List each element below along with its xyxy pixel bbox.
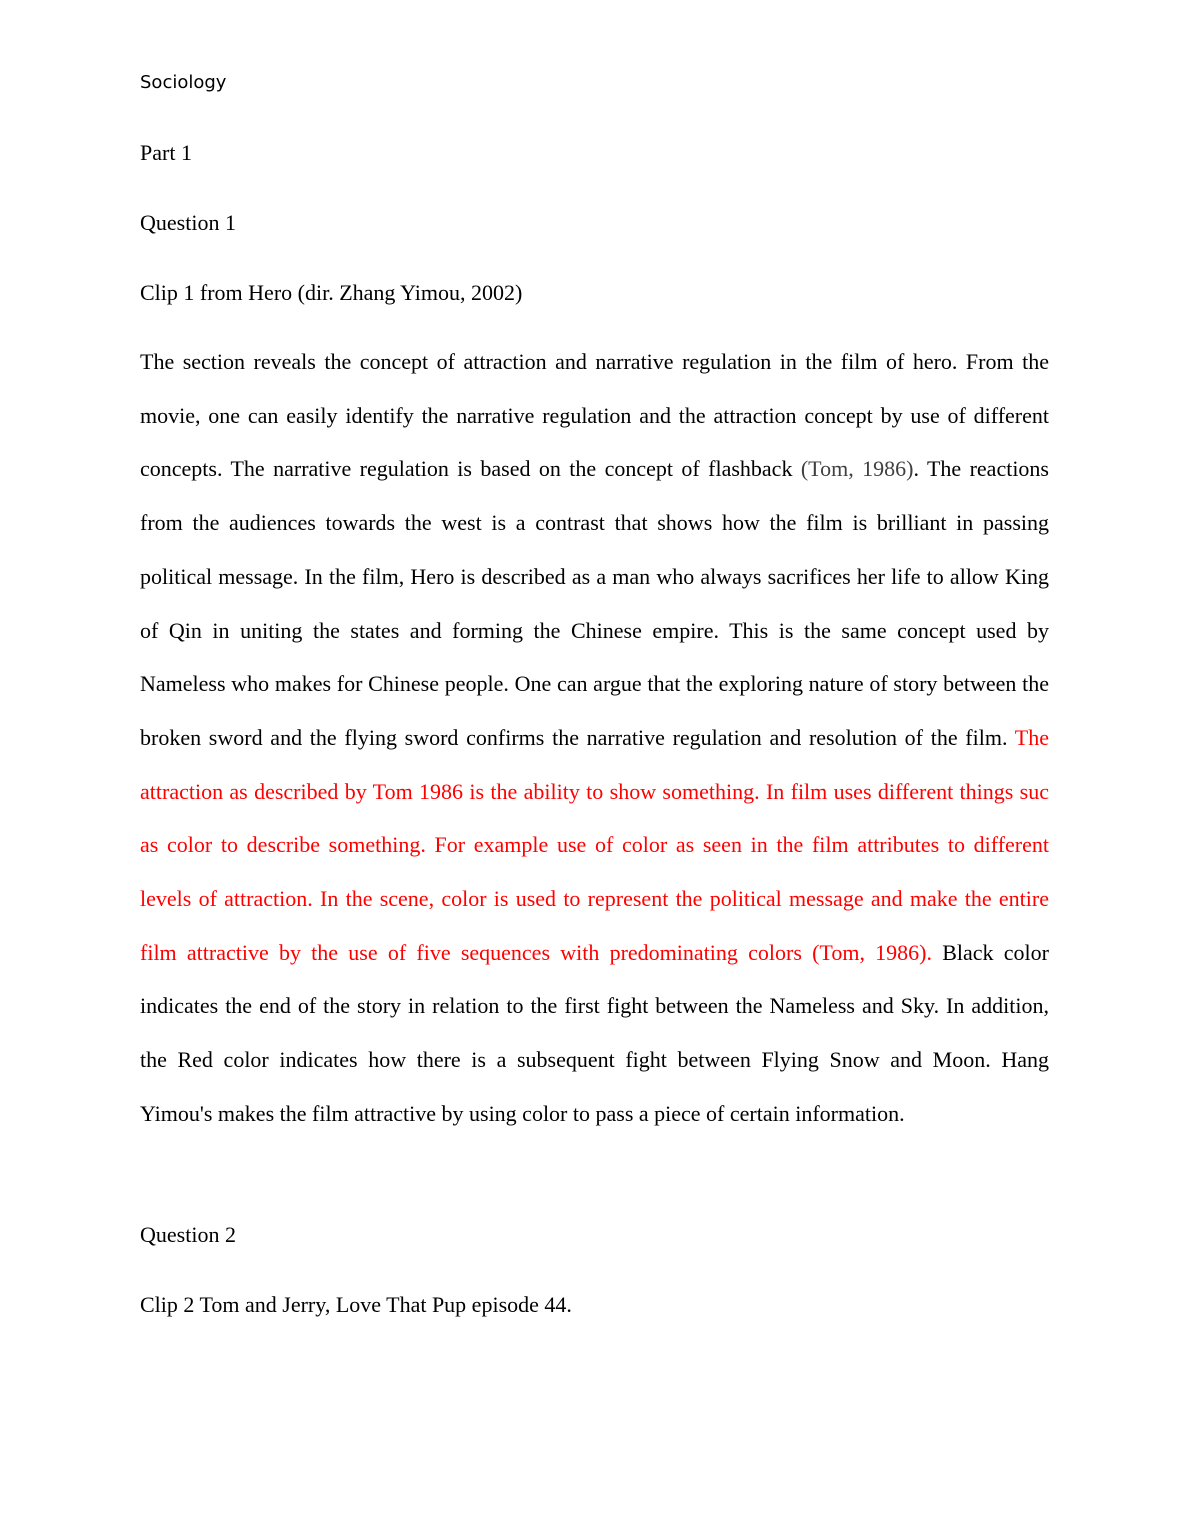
highlighted-red-text: The attraction as described by Tom 1986 is the ability to show something. In film uses different things suc as color to describe something. For example use of color as seen in the film attributes to different levels of attraction. In the scene, color is used to represent the political message and make the entire film attractive by the use of five sequences with predominating colors (Tom, 1986). xyxy=(140,724,1049,965)
paragraph-text-segment: Black color indicates the end of the story in relation to the first fight between the Nameless and Sky. In addition, the Red color indicates how there is a subsequent fight between Flying Snow and Moon. Hang Yimou's makes the film attractive by using color to pass a piece of certain information. xyxy=(140,939,1049,1126)
clip-2-title: Clip 2 Tom and Jerry, Love That Pup episode 44. xyxy=(140,1292,572,1317)
paragraph-text-segment: . The reactions from the audiences towards the west is a contrast that shows how the film is brilliant in passing political message. In the film, Hero is described as a man who always sacrifices her life to allow King of Qin in uniting the states and forming the Chinese empire. This is the same concept used by Nameless who makes for Chinese people. One can argue that the exploring nature of story between the broken sword and the flying sword confirms the narrative regulation and resolution of the film. xyxy=(140,456,1049,750)
clip-1-title: Clip 1 from Hero (dir. Zhang Yimou, 2002) xyxy=(140,280,523,305)
part-heading: Part 1 xyxy=(140,140,192,165)
paragraph-text-segment: The section reveals the concept of attraction and narrative regulation in the film of hero. From the movie, one can easily identify the narrative regulation and the attraction concept by use of different concepts. The narrative regulation is based on the concept of flashback xyxy=(140,349,1049,482)
running-header: Sociology xyxy=(140,72,227,93)
question-1-heading: Question 1 xyxy=(140,210,236,235)
citation-tom-1986: (Tom, 1986) xyxy=(800,456,914,482)
question-1-paragraph xyxy=(140,335,1049,1141)
question-2-heading: Question 2 xyxy=(140,1222,236,1247)
